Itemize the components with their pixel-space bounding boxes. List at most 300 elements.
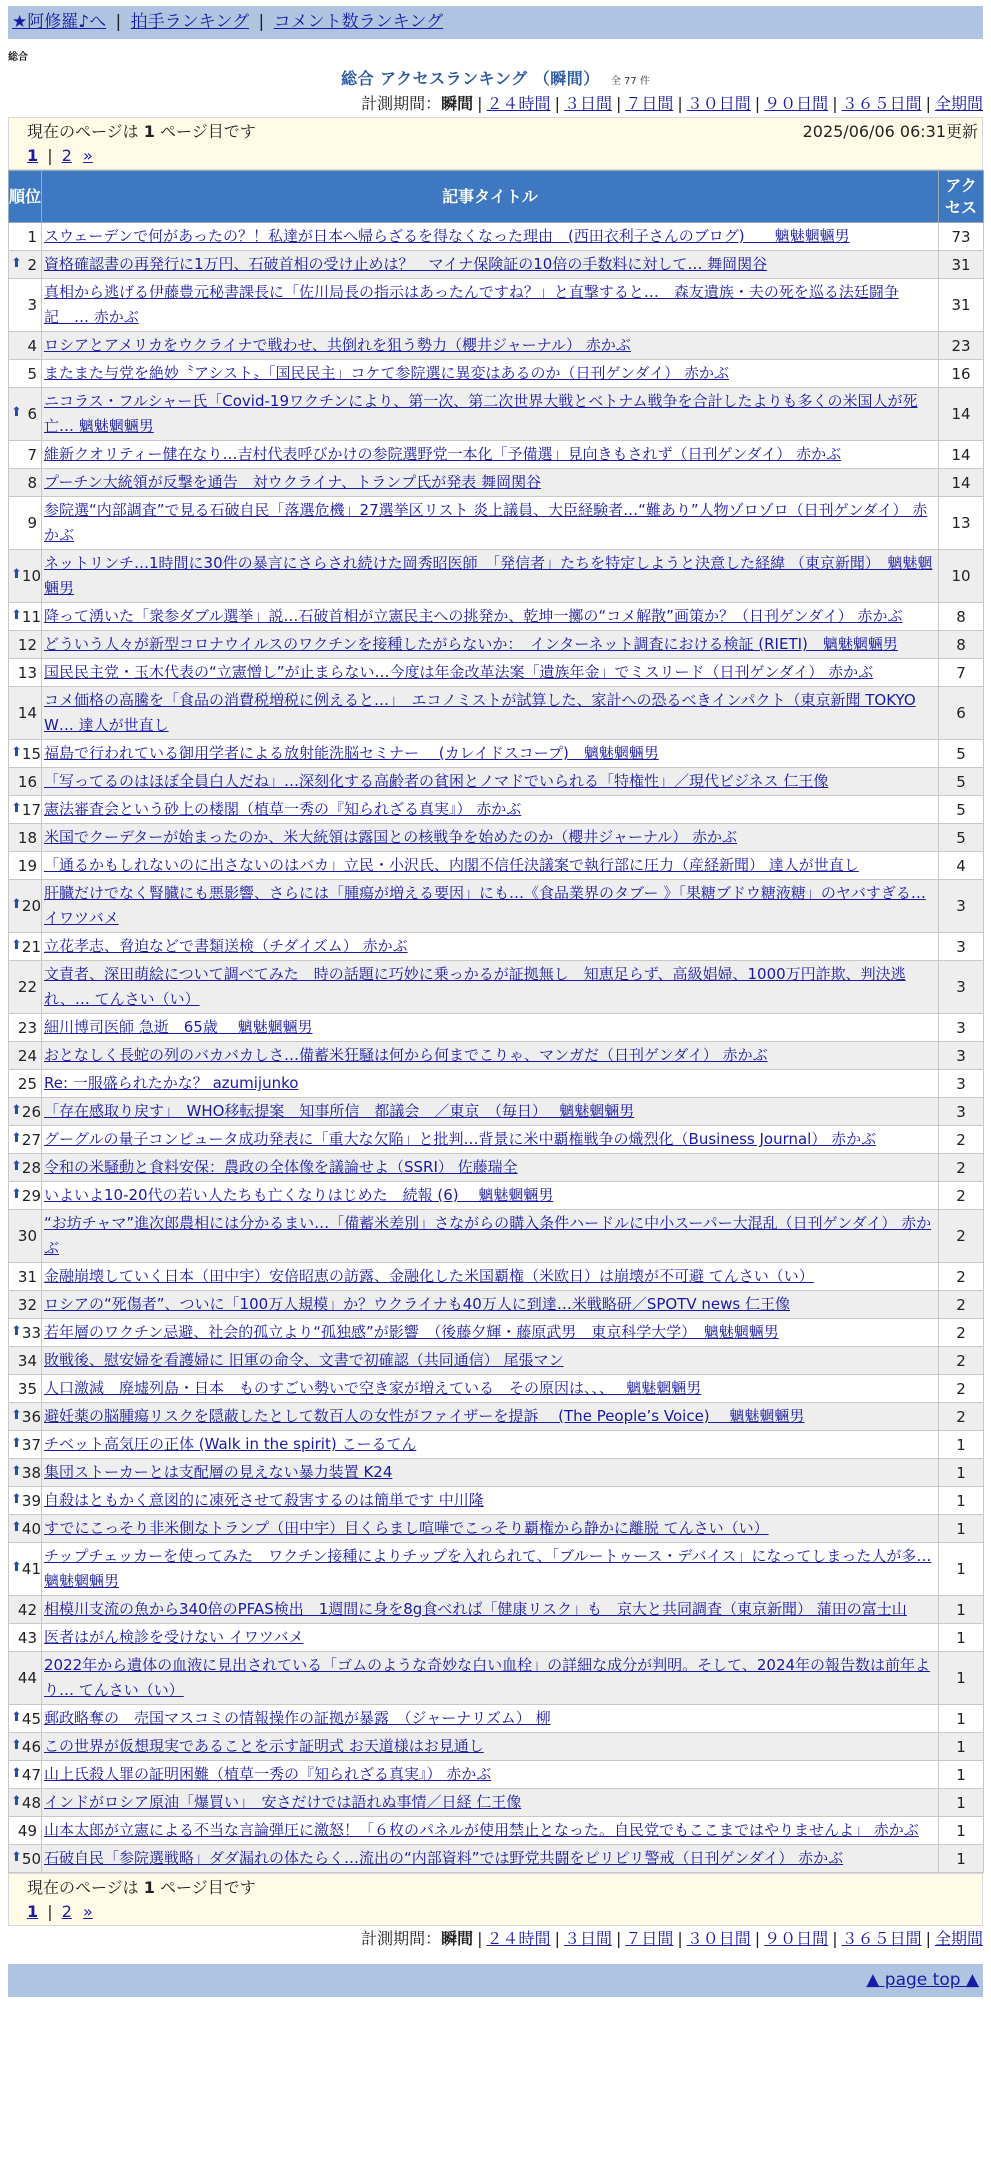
title-cell xyxy=(42,852,939,880)
rank-number: 31 xyxy=(17,1267,37,1286)
table-row xyxy=(9,1319,984,1347)
table-row xyxy=(9,497,984,550)
rank-cell xyxy=(9,1515,42,1543)
footer-pager-current-page[interactable]: 1 xyxy=(27,1902,39,1921)
title-cell xyxy=(42,1431,939,1459)
table-row xyxy=(9,1403,984,1431)
article-title-link[interactable]: ロシアとアメリカをウクライナで戦わせ、共倒れを狙う勢力（櫻井ジャーナル） 赤かぶ xyxy=(44,336,631,354)
article-title-link[interactable]: 相模川支流の魚から340倍のPFAS検出 1週間に身を8g食べれば「健康リスク」も 京大と共同調査（東京新聞） 蒲田の富士山 xyxy=(44,1600,907,1618)
article-title-link[interactable]: 文責者、深田萌絵について調べてみた 時の話題に巧妙に乗っかるが証拠無し 知恵足らず、高級娼婦、1000万円詐欺、判決逃れ、… てんさい（い） xyxy=(44,965,906,1008)
total-count: 全 77 件 xyxy=(610,76,650,87)
ranking-table xyxy=(8,170,984,1873)
title-cell xyxy=(42,880,939,933)
title-cell xyxy=(42,1291,939,1319)
nav-separator: | xyxy=(115,12,122,32)
title-cell xyxy=(42,631,939,659)
rank-cell xyxy=(9,1375,42,1403)
rank-up-arrow-icon: ⬆ xyxy=(11,800,22,816)
rank-number: 15 xyxy=(21,744,41,763)
rank-number: 43 xyxy=(17,1628,37,1647)
table-row xyxy=(9,469,984,497)
rank-up-arrow-icon: ⬆ xyxy=(11,1158,22,1174)
page-top-link[interactable]: ▲ page top ▲ xyxy=(866,1970,979,1990)
rank-cell xyxy=(9,550,42,603)
rank-cell xyxy=(9,603,42,631)
article-title-link[interactable]: 山本太郎が立憲による不当な言論弾圧に激怒！「６枚のパネルが使用禁止となった。自民党でもここまではやりませんよ」 赤かぶ xyxy=(44,1821,919,1839)
article-title-link[interactable]: 国民民主党・玉木代表の“立憲憎し”が止まらない…今度は年金改革法案「遺族年金」でミスリード（日刊ゲンダイ） 赤かぶ xyxy=(44,663,874,681)
rank-number: 17 xyxy=(21,800,41,819)
rank-number: 50 xyxy=(21,1849,41,1868)
access-count-cell: 1 xyxy=(939,1459,984,1487)
table-row xyxy=(9,740,984,768)
footer-period-option[interactable]: 全期間 xyxy=(934,1929,983,1948)
footer-period-option[interactable]: ９０日間 xyxy=(764,1929,829,1948)
article-title-link[interactable]: どういう人々が新型コロナウイルスのワクチンを接種したがらないか： インターネット調査における検証 (RIETI) 魑魅魍魎男 xyxy=(44,635,898,653)
rank-cell xyxy=(9,1596,42,1624)
article-title-link[interactable]: 人口激減 廃墟列島・日本 ものすごい勢いで空き家が増えている その原因は、、、 魑魅魍魎男 xyxy=(44,1379,702,1397)
title-cell xyxy=(42,279,939,332)
access-count-cell: 5 xyxy=(939,768,984,796)
title-cell xyxy=(42,550,939,603)
table-row xyxy=(9,880,984,933)
article-title-link[interactable]: 集団ストーカーとは支配層の見えない暴力装置 K24 xyxy=(44,1463,393,1481)
table-row xyxy=(9,332,984,360)
rank-cell xyxy=(9,360,42,388)
table-row xyxy=(9,360,984,388)
period-separator: | xyxy=(754,94,761,113)
rank-up-arrow-icon: ⬆ xyxy=(11,1323,22,1339)
category-label: 総合 xyxy=(8,52,28,63)
access-count-cell: 2 xyxy=(939,1403,984,1431)
table-row xyxy=(9,824,984,852)
rank-number: 24 xyxy=(17,1046,37,1065)
article-title-link[interactable]: すでにこっそり非米側なトランプ（田中宇）目くらまし喧嘩でこっそり覇権から静かに離脱 てんさい（い） xyxy=(44,1519,769,1537)
title-cell xyxy=(42,1070,939,1098)
article-title-link[interactable]: この世界が仮想現実であることを示す証明式 お天道様はお見通し xyxy=(44,1737,484,1755)
rank-up-arrow-icon: ⬆ xyxy=(11,744,22,760)
article-title-link[interactable]: ネットリンチ…1時間に30件の暴言にさらされ続けた岡秀昭医師 「発信者」たちを特定しようと決意した経緯 （東京新聞） 魑魅魍魎男 xyxy=(44,554,933,597)
period-label: 計測期間： xyxy=(361,94,442,113)
table-row xyxy=(9,768,984,796)
article-title-link[interactable]: 山上氏殺人罪の証明困難（植草一秀の『知られざる真実』） 赤かぶ xyxy=(44,1765,492,1783)
rank-up-arrow-icon: ⬆ xyxy=(11,1491,22,1507)
rank-up-arrow-icon: ⬆ xyxy=(11,1849,22,1865)
table-row xyxy=(9,1845,984,1873)
table-row xyxy=(9,1126,984,1154)
table-row xyxy=(9,1154,984,1182)
footer-pager-page-2[interactable]: 2 xyxy=(61,1902,72,1921)
article-title-link[interactable]: インドがロシア原油「爆買い」 安さだけでは語れぬ事情／日経 仁王像 xyxy=(44,1793,522,1811)
footer-period-option[interactable]: ２４時間 xyxy=(486,1929,551,1948)
title-cell xyxy=(42,1652,939,1705)
rank-cell xyxy=(9,1291,42,1319)
rank-number: 20 xyxy=(21,897,41,915)
period-option[interactable]: ３６５日間 xyxy=(841,94,922,113)
rank-number: 37 xyxy=(21,1435,41,1454)
rank-number: 32 xyxy=(17,1295,37,1314)
access-count-cell: 5 xyxy=(939,824,984,852)
rank-number: 23 xyxy=(17,1018,37,1037)
article-title-link[interactable]: コメ価格の高騰を「食品の消費税増税に例えると…」 エコノミストが試算した、家計への恐るべきインパクト（東京新聞 TOKYO W… 達人が世直し xyxy=(44,691,916,734)
rank-cell xyxy=(9,740,42,768)
period-separator: | xyxy=(615,94,622,113)
rank-up-arrow-icon: ⬆ xyxy=(11,1737,22,1753)
article-title-link[interactable]: 維新クオリティー健在なり…吉村代表呼びかけの参院選野党一本化「予備選」見向きもされず（日刊ゲンダイ） 赤かぶ xyxy=(44,445,842,463)
rank-number: 9 xyxy=(27,514,37,532)
period-separator: | xyxy=(832,94,838,113)
table-row xyxy=(9,251,984,279)
rank-cell xyxy=(9,1789,42,1817)
rank-up-arrow-icon: ⬆ xyxy=(11,567,22,582)
access-count-cell: 16 xyxy=(939,360,984,388)
rank-cell xyxy=(9,332,42,360)
footer-period-option[interactable]: ３日間 xyxy=(563,1929,612,1948)
article-title-link[interactable]: Re: 一服盛られたかな？ azumijunko xyxy=(44,1074,299,1092)
article-title-link[interactable]: 敗戦後、慰安婦を看護婦に 旧軍の命令、文書で初確認（共同通信） 尾張マン xyxy=(44,1351,564,1369)
rank-number: 11 xyxy=(21,607,41,626)
pager: 1 | 2 » xyxy=(27,146,93,165)
table-row xyxy=(9,1652,984,1705)
title-cell xyxy=(42,1515,939,1543)
access-count-cell: 1 xyxy=(939,1789,984,1817)
bottom-bar xyxy=(8,1964,983,1997)
footer-page-status: 現在のページは 1 ページ目です xyxy=(27,1878,256,1897)
access-count-cell: 4 xyxy=(939,852,984,880)
access-count-cell: 1 xyxy=(939,1705,984,1733)
pager-page-2[interactable]: 2 xyxy=(61,146,72,165)
article-title-link[interactable]: 若年層のワクチン忌避、社会的孤立より“孤独感”が影響 （後藤夕輝・藤原武男 東京科学大学） 魑魅魍魎男 xyxy=(44,1323,779,1341)
rank-cell xyxy=(9,961,42,1014)
rank-cell xyxy=(9,1543,42,1596)
title-cell xyxy=(42,360,939,388)
title-cell xyxy=(42,768,939,796)
article-title-link[interactable]: 細川博司医師 急逝 65歳 魑魅魍魎男 xyxy=(44,1018,313,1036)
title-cell xyxy=(42,740,939,768)
rank-number: 44 xyxy=(17,1669,37,1687)
table-row xyxy=(9,631,984,659)
comment-ranking-link[interactable]: コメント数ランキング xyxy=(273,12,444,32)
table-row xyxy=(9,1817,984,1845)
table-row xyxy=(9,550,984,603)
article-title-link[interactable]: “お坊チャマ”進次郎農相には分かるまい…「備蓄米差別」さながらの購入条件ハードルに中小スーパー大混乱（日刊ゲンダイ） 赤かぶ xyxy=(44,1214,932,1257)
article-title-link[interactable]: 郵政略奪の 売国マスコミの情報操作の証拠が暴露 （ジャーナリズム） 柳 xyxy=(44,1709,551,1727)
period-separator: | xyxy=(925,1929,931,1948)
title-cell xyxy=(42,1705,939,1733)
rank-number: 45 xyxy=(21,1709,41,1728)
article-title-link[interactable]: 避妊薬の脳腫瘍リスクを隠蔽したとして数百人の女性がファイザーを提訴 (The People’s Voice) 魑魅魍魎男 xyxy=(44,1407,805,1425)
rank-cell xyxy=(9,1182,42,1210)
access-count-cell: 5 xyxy=(939,740,984,768)
rank-up-arrow-icon: ⬆ xyxy=(11,1519,22,1535)
table-row xyxy=(9,687,984,740)
rank-cell xyxy=(9,469,42,497)
title-cell xyxy=(42,1789,939,1817)
access-count-cell: 2 xyxy=(939,1263,984,1291)
access-count-cell: 10 xyxy=(939,550,984,603)
ranking-table-body xyxy=(9,223,984,1873)
article-title-link[interactable]: 資格確認書の再発行に1万円、石破首相の受け止めは？ マイナ保険証の10倍の手数料に対して… 舞岡関谷 xyxy=(44,255,768,273)
access-count-cell: 2 xyxy=(939,1291,984,1319)
period-separator: | xyxy=(754,1929,761,1948)
access-count-cell: 3 xyxy=(939,880,984,933)
rank-cell xyxy=(9,279,42,332)
article-title-link[interactable]: プーチン大統領が反撃を通告 対ウクライナ、トランプ氏が発表 舞岡関谷 xyxy=(44,473,542,491)
article-title-link[interactable]: 米国でクーデターが始まったのか、米大統領は露国との核戦争を始めたのか（櫻井ジャーナル） 赤かぶ xyxy=(44,828,737,846)
rank-up-arrow-icon: ⬆ xyxy=(11,405,22,420)
period-option[interactable]: ３０日間 xyxy=(686,94,751,113)
title-cell xyxy=(42,1596,939,1624)
table-row xyxy=(9,1098,984,1126)
article-title-link[interactable]: 参院選“内部調査”で見る石破自民「落選危機」27選挙区リスト 炎上議員、大臣経験者…“難あり”人物ゾロゾロ（日刊ゲンダイ） 赤かぶ xyxy=(44,501,928,544)
article-title-link[interactable]: 2022年から遺体の血液に見出されている「ゴムのような奇妙な白い血栓」の詳細な成分が判明。そして、2024年の報告数は前年より… てんさい（い） xyxy=(44,1656,931,1699)
footer-page-info-box xyxy=(8,1873,983,1926)
table-row xyxy=(9,1375,984,1403)
article-title-link[interactable]: 肝臓だけでなく腎臓にも悪影響、さらには「腫瘍が増える要因」にも…《食品業界のタブー 》「果糖ブドウ糖液糖」のヤバすぎる… イワツバメ xyxy=(44,884,926,927)
article-title-link[interactable]: 金融崩壊していく日本（田中宇）安倍昭恵の訪露、金融化した米国覇権（米欧日）は崩壊が不可避 てんさい（い） xyxy=(44,1267,814,1285)
footer-pager-next-arrow[interactable]: » xyxy=(83,1902,93,1921)
home-link[interactable]: ★阿修羅♪へ xyxy=(12,12,107,32)
title-cell xyxy=(42,961,939,1014)
rank-number: 28 xyxy=(21,1158,41,1177)
footer-period-option[interactable]: ７日間 xyxy=(625,1929,674,1948)
rank-up-arrow-icon: ⬆ xyxy=(11,1186,22,1202)
title-cell xyxy=(42,1487,939,1515)
title-cell xyxy=(42,1182,939,1210)
rank-number: 46 xyxy=(21,1737,41,1756)
article-title-link[interactable]: いよいよ10-20代の若い人たちも亡くなりはじめた 続報 (6) 魑魅魍魎男 xyxy=(44,1186,554,1204)
title-cell xyxy=(42,1459,939,1487)
article-title-link[interactable]: 自殺はともかく意図的に凍死させて殺害するのは簡単です 中川隆 xyxy=(44,1491,484,1509)
article-title-link[interactable]: スウェーデンで何があったの？！私達が日本へ帰らざるを得なくなった理由 (西田衣利子さんのブログ) 魑魅魍魎男 xyxy=(44,227,850,245)
footer-pager: 1 | 2 » xyxy=(27,1902,93,1921)
table-row xyxy=(9,1789,984,1817)
access-count-cell: 8 xyxy=(939,603,984,631)
table-row xyxy=(9,659,984,687)
rank-cell xyxy=(9,1459,42,1487)
rank-number: 25 xyxy=(17,1074,37,1093)
access-count-cell: 14 xyxy=(939,388,984,441)
period-separator: | xyxy=(832,1929,838,1948)
article-title-link[interactable]: ロシアの“死傷者”、ついに「100万人規模」か？ウクライナも40万人に到達…米戦略研／SPOTV news 仁王像 xyxy=(44,1295,790,1313)
article-title-link[interactable]: 「存在感取り戻す」 WHO移転提案 知事所信 都議会 ／東京 （毎日） 魑魅魍魎男 xyxy=(44,1102,635,1120)
table-row xyxy=(9,1761,984,1789)
applause-ranking-link[interactable]: 拍手ランキング xyxy=(130,12,250,32)
rank-number: 1 xyxy=(27,227,37,246)
access-count-cell: 3 xyxy=(939,1014,984,1042)
period-separator: | xyxy=(477,94,483,113)
article-title-link[interactable]: 憲法審査会という砂上の楼閣（植草一秀の『知られざる真実』） 赤かぶ xyxy=(44,800,522,818)
footer-period-option[interactable]: ３６５日間 xyxy=(841,1929,922,1948)
rank-cell xyxy=(9,1761,42,1789)
rank-up-arrow-icon: ⬆ xyxy=(11,1435,22,1451)
title-cell xyxy=(42,1403,939,1431)
period-selector xyxy=(8,91,983,117)
table-row xyxy=(9,961,984,1014)
rank-cell xyxy=(9,1817,42,1845)
access-count-cell: 1 xyxy=(939,1817,984,1845)
rank-cell xyxy=(9,880,42,933)
article-title-link[interactable]: 石破自民「参院選戦略」ダダ漏れの体たらく…流出の“内部資料”では野党共闘をピリピリ警戒（日刊ゲンダイ） 赤かぶ xyxy=(44,1849,844,1867)
title-cell xyxy=(42,388,939,441)
pager-next-arrow[interactable]: » xyxy=(83,146,93,165)
access-count-cell: 8 xyxy=(939,631,984,659)
access-count-cell: 31 xyxy=(939,251,984,279)
rank-up-arrow-icon: ⬆ xyxy=(11,1793,22,1809)
period-option[interactable]: ２４時間 xyxy=(486,94,551,113)
period-option[interactable]: 全期間 xyxy=(934,94,983,113)
rank-cell xyxy=(9,1014,42,1042)
title-cell xyxy=(42,796,939,824)
article-title-link[interactable]: 医者はがん検診を受けない イワツバメ xyxy=(44,1628,304,1646)
rank-number: 16 xyxy=(17,772,37,791)
article-title-link[interactable]: 降って湧いた「衆参ダブル選挙」説…石破首相が立憲民主への挑発か、乾坤一擲の“コメ解散”画策か？（日刊ゲンダイ） 赤かぶ xyxy=(44,607,903,625)
article-title-link[interactable]: チップチェッカーを使ってみた ワクチン接種によりチップを入れられて、「ブルートゥース・デバイス」になってしまった人が多… 魑魅魍魎男 xyxy=(44,1547,932,1590)
access-count-cell: 14 xyxy=(939,441,984,469)
period-option[interactable]: ９０日間 xyxy=(764,94,829,113)
top-nav-bar xyxy=(8,6,983,39)
rank-cell xyxy=(9,1431,42,1459)
rank-number: 29 xyxy=(21,1186,41,1205)
title-cell xyxy=(42,603,939,631)
rank-number: 36 xyxy=(21,1407,41,1426)
access-count-cell: 1 xyxy=(939,1543,984,1596)
access-count-cell: 73 xyxy=(939,223,984,251)
rank-cell xyxy=(9,852,42,880)
article-title-link[interactable]: 福島で行われている御用学者による放射能洗脳セミナー (カレイドスコープ) 魑魅魍魎男 xyxy=(44,744,659,762)
rank-cell xyxy=(9,687,42,740)
rank-cell xyxy=(9,1126,42,1154)
title-cell xyxy=(42,1733,939,1761)
rank-cell xyxy=(9,768,42,796)
access-count-cell: 1 xyxy=(939,1515,984,1543)
title-cell xyxy=(42,1014,939,1042)
access-count-cell: 23 xyxy=(939,332,984,360)
updated-timestamp: 2025/06/06 06:31更新 xyxy=(802,122,978,141)
title-cell xyxy=(42,1375,939,1403)
rank-cell xyxy=(9,1403,42,1431)
rank-number: 14 xyxy=(17,704,37,722)
table-row xyxy=(9,852,984,880)
table-row xyxy=(9,1459,984,1487)
title-cell xyxy=(42,1845,939,1873)
table-row xyxy=(9,1705,984,1733)
article-title-link[interactable]: グーグルの量子コンピュータ成功発表に「重大な欠陥」と批判…背景に米中覇権戦争の熾烈化（Business Journal） 赤かぶ xyxy=(44,1130,877,1148)
rank-up-arrow-icon: ⬆ xyxy=(11,937,22,953)
title-cell xyxy=(42,933,939,961)
table-row xyxy=(9,1347,984,1375)
rank-cell xyxy=(9,631,42,659)
access-count-cell: 1 xyxy=(939,1733,984,1761)
rank-cell xyxy=(9,388,42,441)
article-title-link[interactable]: 立花孝志、脅迫などで書類送検（チダイズム） 赤かぶ xyxy=(44,937,408,955)
access-count-cell: 2 xyxy=(939,1126,984,1154)
title-cell xyxy=(42,1098,939,1126)
table-row xyxy=(9,1543,984,1596)
article-title-link[interactable]: チベット高気圧の正体 (Walk in the spirit) こーるてん xyxy=(44,1435,417,1453)
rank-number: 21 xyxy=(21,937,41,956)
title-cell xyxy=(42,1347,939,1375)
rank-up-arrow-icon: ⬆ xyxy=(11,607,22,623)
period-separator: | xyxy=(677,94,683,113)
rank-number: 19 xyxy=(17,856,37,875)
access-count-cell: 3 xyxy=(939,1042,984,1070)
access-count-cell: 1 xyxy=(939,1845,984,1873)
table-row xyxy=(9,279,984,332)
title-cell xyxy=(42,441,939,469)
article-title-link[interactable]: 真相から逃げる伊藤豊元秘書課長に「佐川局長の指示はあったんですね？」と直撃すると… 森友遺族・夫の死を巡る法廷闘争記 … 赤かぶ xyxy=(44,283,899,326)
rank-up-arrow-icon: ⬆ xyxy=(11,1560,22,1575)
rank-cell xyxy=(9,1319,42,1347)
period-current: 瞬間 xyxy=(441,94,474,113)
rank-cell xyxy=(9,1705,42,1733)
access-count-cell: 2 xyxy=(939,1375,984,1403)
title-cell xyxy=(42,1319,939,1347)
access-count-cell: 7 xyxy=(939,659,984,687)
rank-cell xyxy=(9,1845,42,1873)
rank-cell xyxy=(9,1042,42,1070)
title-cell xyxy=(42,1817,939,1845)
rank-number: 12 xyxy=(17,635,37,654)
footer-period-selector xyxy=(8,1926,983,1952)
article-title-link[interactable]: おとなしく長蛇の列のバカバカしさ…備蓄米狂騒は何から何までこりゃ、マンガだ（日刊ゲンダイ） 赤かぶ xyxy=(44,1046,768,1064)
page-title: 総合 アクセスランキング （瞬間） xyxy=(341,69,600,88)
title-cell xyxy=(42,497,939,550)
page-info-box xyxy=(8,117,983,170)
access-count-cell: 2 xyxy=(939,1182,984,1210)
table-row xyxy=(9,933,984,961)
table-row xyxy=(9,1596,984,1624)
rank-number: 5 xyxy=(27,364,37,383)
rank-cell xyxy=(9,933,42,961)
period-option[interactable]: ７日間 xyxy=(625,94,674,113)
rank-up-arrow-icon: ⬆ xyxy=(11,1765,22,1781)
rank-cell xyxy=(9,441,42,469)
header-access: アクセス xyxy=(939,171,984,223)
access-count-cell: 1 xyxy=(939,1487,984,1515)
table-row xyxy=(9,1014,984,1042)
article-title-link[interactable]: ニコラス・フルシャー氏「Covid-19ワクチンにより、第一次、第二次世界大戦とベトナム戦争を合計したよりも多くの米国人が死亡… 魑魅魍魎男 xyxy=(44,392,918,435)
rank-number: 6 xyxy=(27,405,37,423)
pager-current-page[interactable]: 1 xyxy=(27,146,39,165)
rank-up-arrow-icon: ⬆ xyxy=(11,1102,22,1118)
rank-number: 41 xyxy=(21,1560,41,1578)
access-count-cell: 1 xyxy=(939,1596,984,1624)
rank-number: 18 xyxy=(17,828,37,847)
period-option[interactable]: ３日間 xyxy=(563,94,612,113)
rank-number: 30 xyxy=(17,1227,37,1245)
rank-cell xyxy=(9,1070,42,1098)
table-row xyxy=(9,1487,984,1515)
rank-cell xyxy=(9,1733,42,1761)
access-count-cell: 2 xyxy=(939,1347,984,1375)
table-row xyxy=(9,1042,984,1070)
rank-cell xyxy=(9,1098,42,1126)
access-count-cell: 2 xyxy=(939,1210,984,1263)
article-title-link[interactable]: 「写ってるのはほぼ全員白人だね」…深刻化する高齢者の貧困とノマドでいられる「特権性」／現代ビジネス 仁王像 xyxy=(44,772,829,790)
table-row xyxy=(9,1624,984,1652)
period-separator: | xyxy=(554,94,560,113)
footer-period-current: 瞬間 xyxy=(441,1929,474,1948)
rank-number: 39 xyxy=(21,1491,41,1510)
footer-period-option[interactable]: ３０日間 xyxy=(686,1929,751,1948)
title-cell xyxy=(42,1154,939,1182)
article-title-link[interactable]: 令和の米騒動と食料安保：農政の全体像を議論せよ（SSRI） 佐藤瑞全 xyxy=(44,1158,518,1176)
title-cell xyxy=(42,1210,939,1263)
article-title-link[interactable]: またまた与党を絶妙〝アシスト〟「国民民主」コケて参院選に異変はあるのか（日刊ゲンダイ） 赤かぶ xyxy=(44,364,730,382)
article-title-link[interactable]: 「通るかもしれないのに出さないのはバカ」立民・小沢氏、内閣不信任決議案で執行部に圧力（産経新聞） 達人が世直し xyxy=(44,856,859,874)
header-title: 記事タイトル xyxy=(42,171,939,223)
rank-number: 13 xyxy=(17,663,37,682)
